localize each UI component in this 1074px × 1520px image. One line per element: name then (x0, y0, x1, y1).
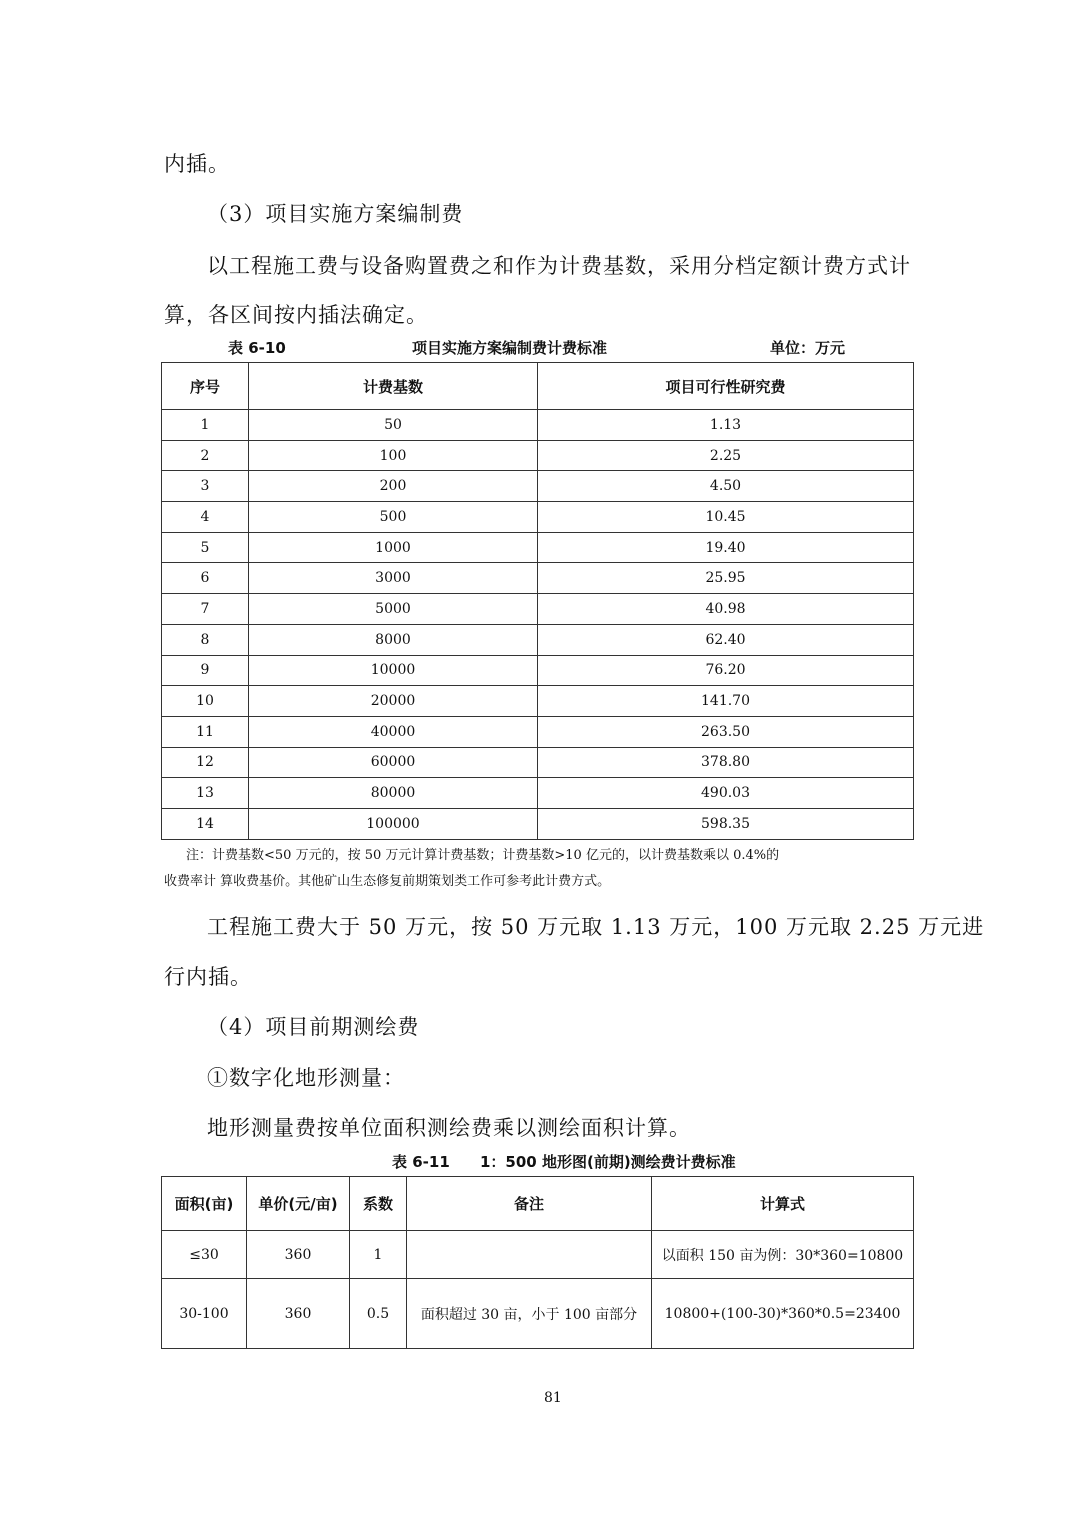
table-cell: 598.35 (538, 808, 914, 839)
table-row (162, 594, 914, 625)
table-cell: 360 (247, 1279, 350, 1349)
table-cell: 12 (162, 747, 249, 778)
table-cell: 11 (162, 716, 249, 747)
table-cell: 62.40 (538, 624, 914, 655)
table-cell: 100000 (249, 808, 538, 839)
table-note: 收费率计 算收费基价。其他矿山生态修复前期策划类工作可参考此计费方式。 (164, 874, 611, 889)
table-cell: 面积超过 30 亩，小于 100 亩部分 (407, 1279, 652, 1349)
table-cell: 19.40 (538, 532, 914, 563)
table-cell: 5 (162, 532, 249, 563)
column-header: 备注 (407, 1177, 652, 1231)
table-cell: 0.5 (350, 1279, 407, 1349)
table-row (162, 563, 914, 594)
table-cell: 9 (162, 655, 249, 686)
column-header: 系数 (350, 1177, 407, 1231)
table-cell: 490.03 (538, 778, 914, 809)
table-cell: 30-100 (162, 1279, 247, 1349)
paragraph-line: 地形测量费按单位面积测绘费乘以测绘面积计算。 (207, 1116, 691, 1140)
table-cell: 5000 (249, 594, 538, 625)
table-cell: 50 (249, 410, 538, 441)
table-row (162, 1231, 914, 1279)
table-cell: 76.20 (538, 655, 914, 686)
table-row (162, 440, 914, 471)
table-cell: 4 (162, 502, 249, 533)
table-title: 1：500 地形图(前期)测绘费计费标准 (480, 1153, 736, 1171)
section-heading-4: （4）项目前期测绘费 (207, 1015, 420, 1039)
table-row (162, 1279, 914, 1349)
table-cell: 2 (162, 440, 249, 471)
table-row (162, 624, 914, 655)
column-header: 项目可行性研究费 (538, 363, 914, 410)
table-cell: 10.45 (538, 502, 914, 533)
table-cell: 13 (162, 778, 249, 809)
section-heading-3: （3）项目实施方案编制费 (207, 202, 464, 226)
table-cell: 40000 (249, 716, 538, 747)
table-cell: 20000 (249, 686, 538, 717)
paragraph-line: 工程施工费大于 50 万元，按 50 万元取 1.13 万元，100 万元取 2.25 万元进 (207, 915, 985, 939)
table-row (162, 808, 914, 839)
table-cell: 10800+(100-30)*360*0.5=23400 (652, 1279, 914, 1349)
table-title: 项目实施方案编制费计费标准 (412, 339, 608, 357)
table-row (162, 716, 914, 747)
column-header: 单价(元/亩) (247, 1177, 350, 1231)
table-cell: 200 (249, 471, 538, 502)
table-row (162, 686, 914, 717)
table-cell: 378.80 (538, 747, 914, 778)
table-cell: 100 (249, 440, 538, 471)
table-cell: 3000 (249, 563, 538, 594)
subsection-heading: ①数字化地形测量： (207, 1066, 405, 1090)
table-cell: 1 (162, 410, 249, 441)
paragraph-line: 行内插。 (164, 965, 252, 989)
table-cell: 4.50 (538, 471, 914, 502)
table-cell: 500 (249, 502, 538, 533)
table-row (162, 655, 914, 686)
table-cell: 2.25 (538, 440, 914, 471)
table-cell: 1 (350, 1231, 407, 1279)
column-header: 序号 (162, 363, 249, 410)
paragraph-continuation: 内插。 (164, 152, 230, 176)
table-unit: 单位：万元 (770, 339, 846, 357)
paragraph-line: 算，各区间按内插法确定。 (164, 303, 428, 327)
table-cell: 10 (162, 686, 249, 717)
table-cell: 14 (162, 808, 249, 839)
table-cell: 8000 (249, 624, 538, 655)
table-number: 表 6-10 (228, 339, 286, 357)
table-row (162, 502, 914, 533)
column-header: 计费基数 (249, 363, 538, 410)
table-cell: 25.95 (538, 563, 914, 594)
survey-fee-table (161, 1176, 914, 1349)
table-cell: ≤30 (162, 1231, 247, 1279)
table-row (162, 532, 914, 563)
table-cell: 263.50 (538, 716, 914, 747)
table-cell: 6 (162, 563, 249, 594)
table-cell: 以面积 150 亩为例：30*360=10800 (652, 1231, 914, 1279)
table-row (162, 471, 914, 502)
table-cell: 141.70 (538, 686, 914, 717)
table-cell: 60000 (249, 747, 538, 778)
table-row (162, 747, 914, 778)
table-cell: 3 (162, 471, 249, 502)
table-cell: 10000 (249, 655, 538, 686)
table-row (162, 410, 914, 441)
table-cell: 8 (162, 624, 249, 655)
table-note: 注：计费基数<50 万元的，按 50 万元计算计费基数；计费基数>10 亿元的，以计费基数乘以 0.4%的 (186, 848, 780, 863)
table-cell (407, 1231, 652, 1279)
column-header: 面积(亩) (162, 1177, 247, 1231)
paragraph-line: 以工程施工费与设备购置费之和作为计费基数，采用分档定额计费方式计 (207, 254, 911, 278)
column-header: 计算式 (652, 1177, 914, 1231)
table-number: 表 6-11 (392, 1153, 450, 1171)
table-cell: 1000 (249, 532, 538, 563)
table-cell: 1.13 (538, 410, 914, 441)
table-cell: 7 (162, 594, 249, 625)
fee-standard-table (161, 362, 914, 840)
page-number: 81 (544, 1390, 562, 1406)
table-row (162, 778, 914, 809)
table-cell: 40.98 (538, 594, 914, 625)
table-cell: 80000 (249, 778, 538, 809)
table-cell: 360 (247, 1231, 350, 1279)
